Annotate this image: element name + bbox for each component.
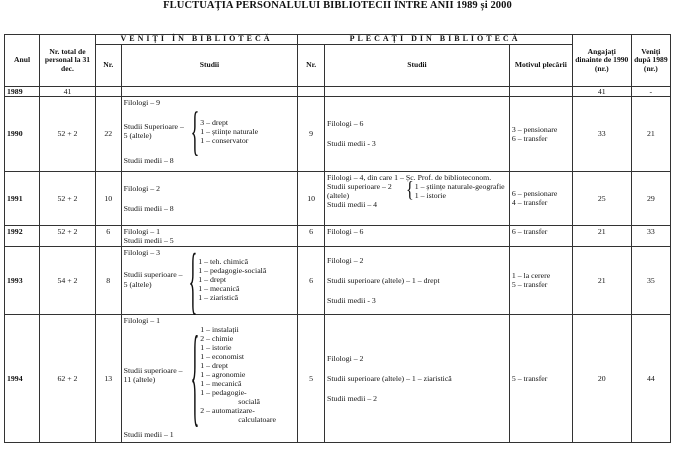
v-sup-item: 1 – științe naturale — [200, 126, 259, 136]
v-filologi: Filologi – 2 — [123, 183, 161, 193]
veniti-dupa-cell: 44 — [631, 314, 670, 442]
v-nr-cell: 13 — [95, 314, 121, 442]
p-studii-cell: Filologi – 6 — [325, 225, 510, 246]
p-nr-cell: 6 — [298, 225, 325, 246]
table-row — [5, 86, 671, 96]
p-sup-item: 1 – științe naturale-geografie — [414, 181, 505, 191]
v-sup-item: 1 – drept — [200, 361, 229, 371]
motiv-item: 4 – transfer — [511, 198, 548, 208]
col-angajati: Angajați dinainte de 1990 (nr.) — [572, 35, 631, 87]
motiv-cell — [509, 171, 572, 225]
motiv-cell: 5 – transfer — [509, 314, 572, 442]
v-sup-item: 1 – pedagogie- — [200, 388, 247, 398]
veniti-dupa-cell: 33 — [631, 225, 670, 246]
v-nr-cell: 8 — [95, 246, 121, 314]
p-medii: Studii medii - 3 — [327, 295, 376, 305]
table-row — [5, 96, 671, 171]
p-studii-cell — [325, 314, 510, 442]
p-medii: Studii medii - 3 — [327, 139, 376, 149]
p-studii-cell: Filologi – 4, din care 1 – Șc. Prof. de biblioteconom. Studii superioare – 2 (altele) { 1 – științe naturale-geografie 1 – istorie Studii medii – 4 — [325, 171, 510, 225]
col-p-nr: Nr. — [298, 44, 325, 86]
veniti-dupa-cell: 35 — [631, 246, 670, 314]
p-superioare: Studii superioare (altele) – 1 – ziaristică — [327, 373, 452, 383]
angajati-cell: 21 — [572, 246, 631, 314]
motiv-cell: 6 – transfer — [509, 225, 572, 246]
veniti-dupa-cell: - — [631, 86, 670, 96]
v-filologi: Filologi – 1 — [123, 315, 161, 325]
total-cell: 62 + 2 — [40, 314, 96, 442]
veniti-dupa-cell: 29 — [631, 171, 670, 225]
v-sup-item: 1 – agronomie — [200, 370, 246, 380]
v-superioare: Studii superioare – 5 (altele) — [123, 270, 183, 289]
p-studii-cell — [325, 96, 510, 171]
v-medii: Studii medii – 1 — [123, 430, 174, 440]
motiv-cell — [509, 96, 572, 171]
v-studii-cell — [121, 225, 298, 246]
v-sup-item: 1 – istorie — [200, 342, 232, 352]
v-sup-item: 1 – pedagogie-socială — [198, 265, 267, 275]
angajati-cell: 21 — [572, 225, 631, 246]
v-studii-cell: Filologi – 3 Studii superioare – 5 (altele) { 1 – teh. chimică 1 – pedagogie-socială 1 – drept 1 – mecanică 1 – ziaristică — [121, 246, 298, 314]
p-nr-cell: 9 — [298, 96, 325, 171]
table-row — [5, 171, 671, 225]
v-studii-cell: Filologi – 9 Studii Superioare – 5 (altele) { 3 – drept 1 – științe naturale 1 – conservator Studii medii – 8 — [121, 96, 298, 171]
table-row — [5, 225, 671, 246]
table-row — [5, 314, 671, 442]
v-sup-item: 1 – ziaristică — [198, 293, 239, 303]
year-cell: 1989 — [5, 86, 40, 96]
v-sup-item: 1 – conservator — [200, 135, 249, 145]
p-medii: Studii medii – 2 — [327, 393, 378, 403]
p-nr-cell: 6 — [298, 246, 325, 314]
angajati-cell: 25 — [572, 171, 631, 225]
v-sup-item: calculatoare — [238, 415, 276, 425]
angajati-cell: 41 — [572, 86, 631, 96]
v-filologi: Filologi – 1 — [123, 226, 161, 236]
col-anul: Anul — [5, 35, 40, 87]
v-sup-item: 1 – drept — [198, 274, 227, 284]
p-superioare: Studii superioare (altele) – 1 – drept — [327, 275, 440, 285]
motiv-cell — [509, 246, 572, 314]
v-studii-cell — [121, 171, 298, 225]
year-cell: 1993 — [5, 246, 40, 314]
v-sup-item: 1 – economist — [200, 352, 245, 362]
col-v-nr: Nr. — [95, 44, 121, 86]
col-veniti-dupa: Veniți după 1989 (nr.) — [631, 35, 670, 87]
v-sup-item: 3 – drept — [200, 117, 229, 127]
angajati-cell: 20 — [572, 314, 631, 442]
v-medii: Studii medii – 5 — [123, 235, 174, 245]
p-studii-cell — [325, 246, 510, 314]
col-v-studii: Studii — [121, 44, 298, 86]
total-cell: 52 + 2 — [40, 225, 96, 246]
header-row — [5, 44, 671, 86]
group-plecati: PLECAȚI DIN BIBLIOTECĂ — [298, 35, 573, 45]
p-filologi: Filologi – 2 — [327, 353, 364, 363]
p-superioare: Studii superioare – 2 (altele) — [327, 181, 392, 200]
total-cell: 52 + 2 — [40, 96, 96, 171]
v-superioare: Studii superioare – 11 (altele) — [123, 365, 183, 384]
col-motiv: Motivul plecării — [509, 44, 572, 86]
v-medii: Studii medii – 8 — [123, 203, 174, 213]
motiv-item: 5 – transfer — [511, 280, 548, 290]
v-studii-cell: Filologi – 1 Studii superioare – 11 (altele) { 1 – instalații 2 – chimie 1 – istorie 1 – economist 1 – drept 1 – agronomie 1 – mecanică 1 – pedagogie- socială 2 – automatizare- calculatoare Studii medii – 1 — [121, 314, 298, 442]
v-filologi: Filologi – 9 — [123, 97, 161, 107]
v-sup-item: 1 – teh. chimică — [198, 256, 249, 266]
p-filologi: Filologi – 2 — [327, 255, 364, 265]
angajati-cell: 33 — [572, 96, 631, 171]
v-nr-cell: 22 — [95, 96, 121, 171]
p-nr-cell: 5 — [298, 314, 325, 442]
year-cell: 1992 — [5, 225, 40, 246]
total-cell: 41 — [40, 86, 96, 96]
v-sup-item: 1 – instalații — [200, 324, 239, 334]
p-sup-item: 1 – istorie — [414, 190, 446, 200]
total-cell: 54 + 2 — [40, 246, 96, 314]
motiv-item: 1 – la cerere — [511, 271, 551, 281]
page-title: FLUCTUAȚIA PERSONALULUI BIBLIOTECII ÎNTRE ANII 1989 și 2000 — [163, 0, 512, 11]
year-cell: 1994 — [5, 314, 40, 442]
p-filologi: Filologi – 4, din care 1 – Șc. Prof. de biblioteconom. — [327, 172, 492, 182]
motiv-item: 6 – transfer — [511, 133, 548, 143]
motiv-item: 3 – pensionare — [511, 124, 558, 134]
v-sup-item: 2 – automatizare- — [200, 406, 255, 416]
v-nr-cell: 10 — [95, 171, 121, 225]
v-sup-item: socială — [238, 397, 260, 407]
table-row — [5, 246, 671, 314]
v-nr-cell: 6 — [95, 225, 121, 246]
p-filologi: Filologi – 6 — [327, 119, 364, 129]
personnel-table — [4, 34, 671, 443]
total-cell: 52 + 2 — [40, 171, 96, 225]
year-cell: 1991 — [5, 171, 40, 225]
veniti-dupa-cell: 21 — [631, 96, 670, 171]
p-medii: Studii medii – 4 — [327, 199, 378, 209]
v-sup-item: 2 – chimie — [200, 333, 234, 343]
group-veniti: VENIȚI ÎN BIBLIOTECĂ — [95, 35, 297, 45]
col-total: Nr. total de personal la 31 dec. — [40, 35, 96, 87]
v-sup-item: 1 – mecanică — [198, 284, 240, 294]
col-p-studii: Studii — [325, 44, 510, 86]
v-sup-item: 1 – mecanică — [200, 379, 242, 389]
motiv-item: 6 – pensionare — [511, 189, 558, 199]
header-group-row — [5, 35, 671, 45]
v-filologi: Filologi – 3 — [123, 247, 161, 257]
v-superioare: Studii Superioare – 5 (altele) — [123, 122, 184, 141]
p-nr-cell: 10 — [298, 171, 325, 225]
year-cell: 1990 — [5, 96, 40, 171]
v-medii: Studii medii – 8 — [123, 155, 174, 165]
